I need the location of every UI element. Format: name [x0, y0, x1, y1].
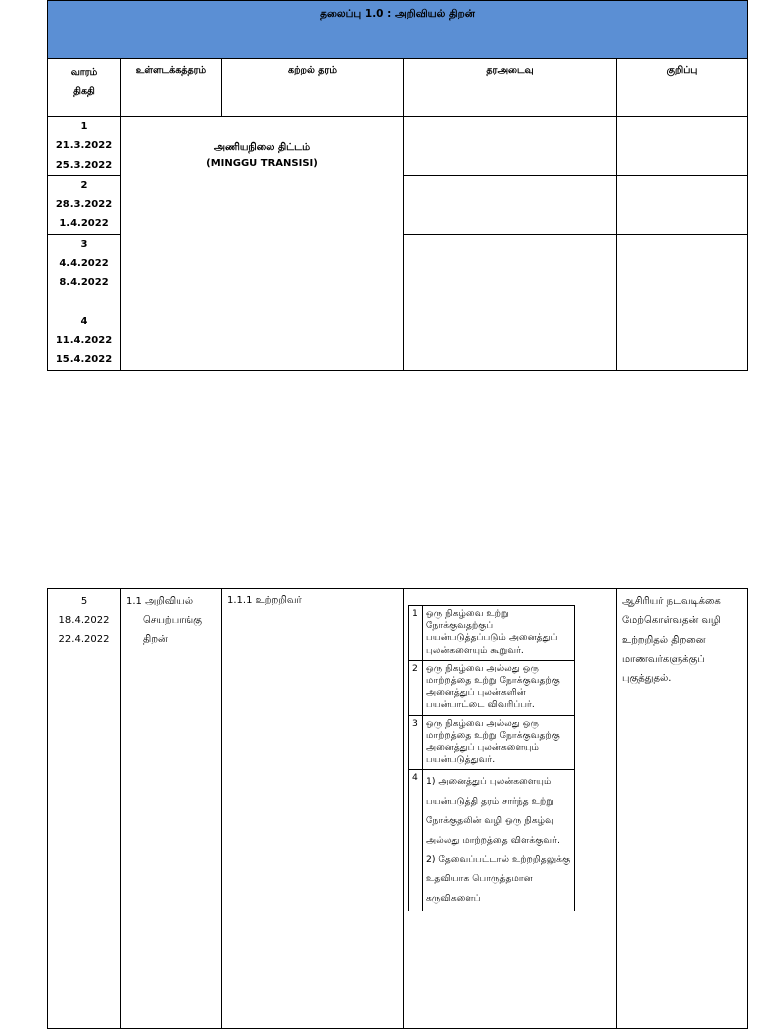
- week-end-date: 25.3.2022: [55, 159, 113, 171]
- week-number: 3: [80, 238, 88, 250]
- week-end-date: 1.4.2022: [59, 218, 109, 230]
- remarks-cell: [617, 117, 748, 176]
- week-number: 5: [80, 596, 88, 607]
- level-number: 1: [409, 606, 423, 661]
- level-description: ஒரு நிகழ்வை அல்லது ஒரு மாற்றத்தை உற்று நோக்குவதற்கு அனைத்துப் புலன்களின் பயன்பாட்டை விவரிப்பர்.: [423, 660, 575, 715]
- week-start-date: 4.4.2022: [59, 258, 109, 270]
- performance-cell: [404, 117, 617, 176]
- week-1-cell: [48, 117, 121, 176]
- transition-label-malay: (MINGGU TRANSISI): [206, 158, 318, 169]
- learning-standard-cell: 1.1.1 உற்றறிவர்: [222, 589, 404, 1029]
- week-start-date: 11.4.2022: [55, 334, 113, 346]
- level-description: ஒரு நிகழ்வை அல்லது ஒரு மாற்றத்தை உற்று நோக்குவதற்கு அனைத்துப் புலன்களையும் பயன்படுத்துவர்.: [423, 715, 575, 770]
- content-standard-line: திறன்: [143, 634, 168, 645]
- transition-week-cell: [121, 117, 404, 371]
- content-standard-line: செயற்பாங்கு: [143, 615, 202, 626]
- level-description: ஒரு நிகழ்வை உற்று நோக்குவதற்குப் பயன்படுத்தப்படும் அனைத்துப் புலன்களையும் கூறுவர்.: [423, 606, 575, 661]
- performance-cell: [404, 234, 617, 370]
- level-number: 2: [409, 660, 423, 715]
- week-5-cell: [48, 589, 121, 1029]
- header-week: வாரம்: [70, 67, 98, 78]
- header-performance-standard: தரஅடைவு: [404, 59, 617, 117]
- header-content-standard: உள்ளடக்கத்தரம்: [121, 59, 222, 117]
- level-number: 3: [409, 715, 423, 770]
- week-start-date: 28.3.2022: [55, 199, 113, 211]
- lesson-plan-table-week-5: [47, 588, 748, 1029]
- remarks-cell: [617, 175, 748, 234]
- week-number: 2: [80, 179, 88, 191]
- level-number: 4: [409, 770, 423, 911]
- topic-title: தலைப்பு 1.0 : அறிவியல் திறன்: [48, 1, 748, 59]
- level-description: 1) அனைத்துப் புலன்களையும் பயன்படுத்தி தரம் சார்ந்த உற்று நோக்குதலின் வழி ஒரு நிகழ்வு அல்லது மாற்றத்தை விளக்குவர். 2) தேவைப்பட்டால் உற்றறிதலுக்கு உதவியாக பொருத்தமான கருவிகளைப்: [423, 770, 575, 911]
- performance-levels-cell: [404, 589, 617, 1029]
- week-end-date: 15.4.2022: [55, 354, 113, 366]
- week-number: 1: [80, 121, 88, 132]
- performance-cell: [404, 175, 617, 234]
- timeline-table-topic-1: [47, 0, 748, 371]
- header-remarks: குறிப்பு: [617, 59, 748, 117]
- content-standard-cell: [121, 589, 222, 1029]
- week-2-cell: [48, 175, 121, 234]
- week-start-date: 21.3.2022: [55, 140, 113, 152]
- remarks-cell: [617, 234, 748, 370]
- week-3-4-cell: [48, 234, 121, 370]
- week-start-date: 18.4.2022: [58, 615, 110, 626]
- header-date: திகதி: [73, 86, 95, 97]
- week-number: 4: [80, 315, 88, 327]
- transition-label: அணியநிலை திட்டம்: [213, 142, 311, 153]
- header-week-date: [48, 59, 121, 117]
- content-standard-line: 1.1 அறிவியல்: [126, 596, 194, 607]
- teacher-remarks-cell: ஆசிரியர் நடவடிக்கை மேற்கொள்வதன் வழி உற்றறிதல் திறனை மாணவர்களுக்குப் புகுத்துதல்.: [617, 589, 748, 1029]
- week-end-date: 8.4.2022: [59, 277, 109, 289]
- header-learning-standard: கற்றல் தரம்: [222, 59, 404, 117]
- week-end-date: 22.4.2022: [58, 634, 110, 645]
- performance-levels-table: [408, 605, 575, 911]
